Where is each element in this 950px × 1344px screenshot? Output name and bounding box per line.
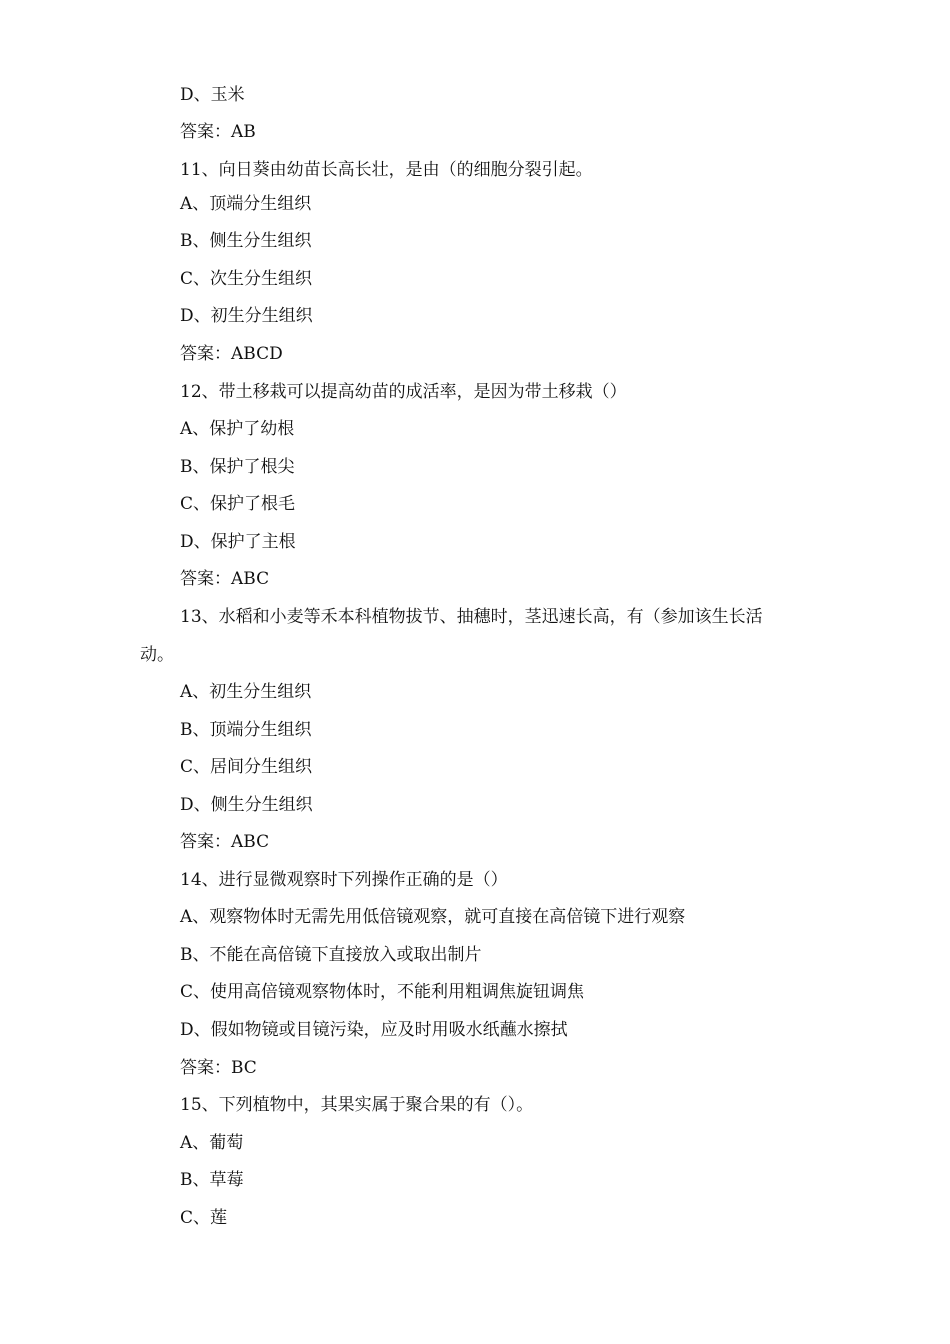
question-13-continued: 动。: [140, 645, 174, 665]
question-12: 12、带土移栽可以提高幼苗的成活率，是因为带土移栽（）: [180, 382, 627, 402]
option-d: D、保护了主根: [180, 532, 296, 552]
option-a: A、葡萄: [180, 1133, 244, 1153]
answer: 答案：ABC: [180, 569, 270, 589]
question-15: 15、下列植物中，其果实属于聚合果的有（）。: [180, 1095, 534, 1115]
question-14: 14、进行显微观察时下列操作正确的是（）: [180, 870, 508, 890]
option-c: C、次生分生组织: [180, 269, 313, 289]
question-11: 11、向日葵由幼苗长高长壮，是由（的细胞分裂引起。: [180, 160, 593, 180]
question-13: 13、水稻和小麦等禾本科植物拔节、抽穗时，茎迅速长高，有（参加该生长活: [180, 607, 763, 627]
option-a: A、保护了幼根: [180, 419, 295, 439]
option-c: C、使用高倍镜观察物体时，不能利用粗调焦旋钮调焦: [180, 982, 585, 1002]
answer: 答案：ABC: [180, 832, 270, 852]
option-d: D、侧生分生组织: [180, 795, 313, 815]
option-c: C、居间分生组织: [180, 757, 313, 777]
option-a: A、顶端分生组织: [180, 194, 312, 214]
option-c: C、保护了根毛: [180, 494, 296, 514]
option-b: B、顶端分生组织: [180, 720, 312, 740]
option-a: A、初生分生组织: [180, 682, 312, 702]
answer: 答案：BC: [180, 1058, 257, 1078]
option-d: D、玉米: [180, 85, 245, 105]
option-b: B、草莓: [180, 1170, 244, 1190]
answer: 答案：AB: [180, 122, 256, 142]
option-b: B、不能在高倍镜下直接放入或取出制片: [180, 945, 482, 965]
answer: 答案：ABCD: [180, 344, 283, 364]
option-d: D、假如物镜或目镜污染，应及时用吸水纸蘸水擦拭: [180, 1020, 568, 1040]
option-b: B、侧生分生组织: [180, 231, 312, 251]
option-d: D、初生分生组织: [180, 306, 313, 326]
option-a: A、观察物体时无需先用低倍镜观察，就可直接在高倍镜下进行观察: [180, 907, 686, 927]
option-b: B、保护了根尖: [180, 457, 295, 477]
option-c: C、莲: [180, 1208, 228, 1228]
